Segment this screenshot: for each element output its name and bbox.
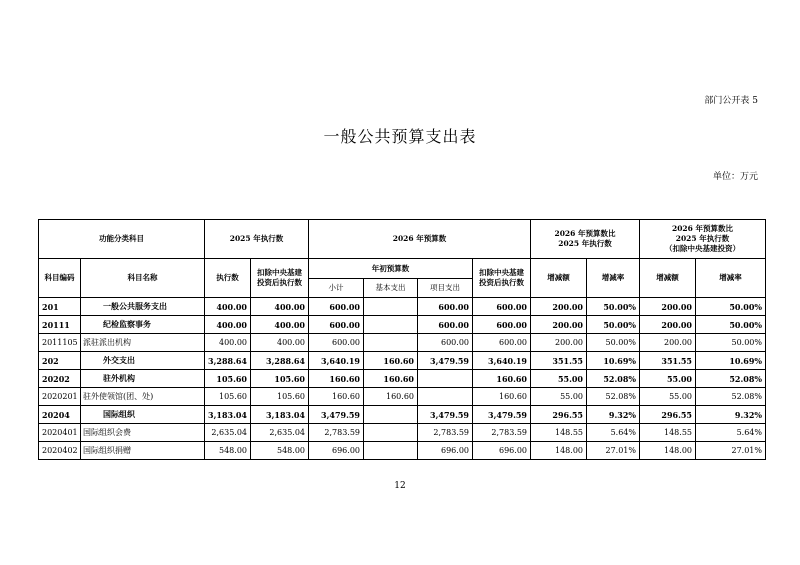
cell-incr2: 200.00 xyxy=(640,316,696,334)
cell-code: 20204 xyxy=(39,406,81,424)
cell-basic xyxy=(364,406,418,424)
cell-name: 纪检监察事务 xyxy=(81,316,205,334)
cell-rate1: 50.00% xyxy=(587,298,640,316)
cell-subtotal: 696.00 xyxy=(309,442,364,460)
cell-exec: 105.60 xyxy=(205,388,251,406)
cell-incr2: 55.00 xyxy=(640,388,696,406)
cell-exec: 2,635.04 xyxy=(205,424,251,442)
cell-project: 600.00 xyxy=(418,316,473,334)
cell-incr2: 200.00 xyxy=(640,334,696,352)
cell-exec: 548.00 xyxy=(205,442,251,460)
cell-budget-excl: 2,783.59 xyxy=(473,424,531,442)
cell-project: 3,479.59 xyxy=(418,352,473,370)
cell-code: 2020402 xyxy=(39,442,81,460)
cell-rate2: 52.08% xyxy=(696,388,766,406)
cell-budget-excl: 600.00 xyxy=(473,334,531,352)
form-number: 部门公开表 5 xyxy=(704,96,758,106)
cell-name: 派驻派出机构 xyxy=(81,334,205,352)
header-exec-2025: 2025 年执行数 xyxy=(205,220,309,259)
cell-subtotal: 2,783.59 xyxy=(309,424,364,442)
cell-incr2: 55.00 xyxy=(640,370,696,388)
cell-code: 2011105 xyxy=(39,334,81,352)
cell-budget-excl: 3,479.59 xyxy=(473,406,531,424)
cell-rate2: 50.00% xyxy=(696,298,766,316)
cell-rate1: 52.08% xyxy=(587,370,640,388)
cell-rate2: 27.01% xyxy=(696,442,766,460)
cell-exec: 400.00 xyxy=(205,334,251,352)
cell-exec: 400.00 xyxy=(205,298,251,316)
cell-subtotal: 600.00 xyxy=(309,316,364,334)
cell-rate1: 52.08% xyxy=(587,388,640,406)
cell-exec-excl: 400.00 xyxy=(251,316,309,334)
cell-incr2: 296.55 xyxy=(640,406,696,424)
cell-rate2: 50.00% xyxy=(696,334,766,352)
cell-code: 202 xyxy=(39,352,81,370)
cell-incr1: 200.00 xyxy=(531,334,587,352)
cell-project: 2,783.59 xyxy=(418,424,473,442)
cell-name: 国际组织会费 xyxy=(81,424,205,442)
header-compare-excl-line2: 2025 年执行数 xyxy=(675,234,730,243)
cell-budget-excl: 696.00 xyxy=(473,442,531,460)
cell-rate2: 52.08% xyxy=(696,370,766,388)
cell-project: 3,479.59 xyxy=(418,406,473,424)
cell-project: 600.00 xyxy=(418,334,473,352)
cell-rate2: 9.32% xyxy=(696,406,766,424)
cell-incr1: 200.00 xyxy=(531,316,587,334)
table-row xyxy=(39,334,766,352)
cell-rate1: 9.32% xyxy=(587,406,640,424)
cell-subtotal: 160.60 xyxy=(309,370,364,388)
cell-incr1: 55.00 xyxy=(531,388,587,406)
cell-incr2: 351.55 xyxy=(640,352,696,370)
cell-rate1: 10.69% xyxy=(587,352,640,370)
cell-exec-excl: 548.00 xyxy=(251,442,309,460)
cell-rate1: 5.64% xyxy=(587,424,640,442)
table-row xyxy=(39,370,766,388)
cell-exec: 105.60 xyxy=(205,370,251,388)
cell-name: 一般公共服务支出 xyxy=(81,298,205,316)
cell-incr1: 55.00 xyxy=(531,370,587,388)
header-code: 科目编码 xyxy=(39,259,81,298)
cell-exec-excl: 3,183.04 xyxy=(251,406,309,424)
cell-exec-excl: 3,288.64 xyxy=(251,352,309,370)
cell-exec-excl: 2,635.04 xyxy=(251,424,309,442)
cell-rate1: 50.00% xyxy=(587,316,640,334)
table-row xyxy=(39,298,766,316)
header-rate-1: 增减率 xyxy=(587,259,640,298)
cell-subtotal: 3,640.19 xyxy=(309,352,364,370)
header-compare-exec-line1: 2026 年预算数比 xyxy=(554,229,616,238)
cell-rate2: 10.69% xyxy=(696,352,766,370)
cell-name: 驻外机构 xyxy=(81,370,205,388)
header-exec-excl-line2: 投资后执行数 xyxy=(257,278,302,287)
cell-code: 20111 xyxy=(39,316,81,334)
cell-exec-excl: 105.60 xyxy=(251,388,309,406)
table-row xyxy=(39,316,766,334)
header-exec-excl xyxy=(251,259,309,298)
header-func-category: 功能分类科目 xyxy=(39,220,205,259)
cell-budget-excl: 160.60 xyxy=(473,388,531,406)
cell-budget-excl: 3,640.19 xyxy=(473,352,531,370)
cell-subtotal: 160.60 xyxy=(309,388,364,406)
header-name: 科目名称 xyxy=(81,259,205,298)
header-increase-2: 增减额 xyxy=(640,259,696,298)
cell-rate1: 50.00% xyxy=(587,334,640,352)
cell-incr1: 148.55 xyxy=(531,424,587,442)
cell-project: 600.00 xyxy=(418,298,473,316)
header-increase-1: 增减额 xyxy=(531,259,587,298)
cell-incr1: 351.55 xyxy=(531,352,587,370)
header-basic: 基本支出 xyxy=(364,279,418,298)
table-row xyxy=(39,424,766,442)
cell-incr2: 148.00 xyxy=(640,442,696,460)
table-row xyxy=(39,352,766,370)
cell-basic xyxy=(364,424,418,442)
header-compare-exec-excl xyxy=(640,220,766,259)
cell-code: 2020401 xyxy=(39,424,81,442)
cell-rate2: 5.64% xyxy=(696,424,766,442)
cell-rate2: 50.00% xyxy=(696,316,766,334)
header-project: 项目支出 xyxy=(418,279,473,298)
cell-exec-excl: 105.60 xyxy=(251,370,309,388)
header-initial-budget: 年初预算数 xyxy=(309,259,473,279)
header-compare-exec xyxy=(531,220,640,259)
header-rate-2: 增减率 xyxy=(696,259,766,298)
budget-expenditure-table xyxy=(38,219,766,460)
cell-name: 驻外使领馆(团、处) xyxy=(81,388,205,406)
cell-project xyxy=(418,388,473,406)
page-number: 12 xyxy=(394,481,406,491)
cell-subtotal: 600.00 xyxy=(309,334,364,352)
cell-name: 国际组织捐赠 xyxy=(81,442,205,460)
header-budget-excl xyxy=(473,259,531,298)
cell-exec-excl: 400.00 xyxy=(251,298,309,316)
cell-project: 696.00 xyxy=(418,442,473,460)
cell-exec: 3,288.64 xyxy=(205,352,251,370)
cell-subtotal: 3,479.59 xyxy=(309,406,364,424)
cell-basic xyxy=(364,316,418,334)
header-exec-excl-line1: 扣除中央基建 xyxy=(257,268,302,277)
unit-label: 单位：万元 xyxy=(712,172,758,182)
cell-basic xyxy=(364,298,418,316)
table-body xyxy=(39,298,766,460)
cell-incr1: 296.55 xyxy=(531,406,587,424)
cell-incr1: 148.00 xyxy=(531,442,587,460)
header-compare-excl-line3: （扣除中央基建投资） xyxy=(665,244,740,253)
cell-subtotal: 600.00 xyxy=(309,298,364,316)
cell-incr1: 200.00 xyxy=(531,298,587,316)
cell-code: 201 xyxy=(39,298,81,316)
header-budget-excl-line1: 扣除中央基建 xyxy=(479,268,524,277)
table-row xyxy=(39,442,766,460)
table-row xyxy=(39,406,766,424)
cell-code: 2020201 xyxy=(39,388,81,406)
cell-basic: 160.60 xyxy=(364,388,418,406)
cell-rate1: 27.01% xyxy=(587,442,640,460)
header-compare-exec-line2: 2025 年执行数 xyxy=(558,239,612,248)
cell-exec: 400.00 xyxy=(205,316,251,334)
cell-budget-excl: 600.00 xyxy=(473,298,531,316)
header-subtotal: 小计 xyxy=(309,279,364,298)
cell-code: 20202 xyxy=(39,370,81,388)
cell-name: 外交支出 xyxy=(81,352,205,370)
cell-exec: 3,183.04 xyxy=(205,406,251,424)
cell-exec-excl: 400.00 xyxy=(251,334,309,352)
cell-basic xyxy=(364,442,418,460)
cell-name: 国际组织 xyxy=(81,406,205,424)
table-row xyxy=(39,388,766,406)
cell-basic xyxy=(364,334,418,352)
header-budget-2026: 2026 年预算数 xyxy=(309,220,531,259)
header-exec: 执行数 xyxy=(205,259,251,298)
header-budget-excl-line2: 投资后执行数 xyxy=(479,278,524,287)
cell-budget-excl: 160.60 xyxy=(473,370,531,388)
cell-incr2: 148.55 xyxy=(640,424,696,442)
cell-project xyxy=(418,370,473,388)
cell-budget-excl: 600.00 xyxy=(473,316,531,334)
page-title: 一般公共预算支出表 xyxy=(323,127,477,146)
header-compare-excl-line1: 2026 年预算数比 xyxy=(672,224,733,233)
cell-incr2: 200.00 xyxy=(640,298,696,316)
cell-basic: 160.60 xyxy=(364,370,418,388)
cell-basic: 160.60 xyxy=(364,352,418,370)
